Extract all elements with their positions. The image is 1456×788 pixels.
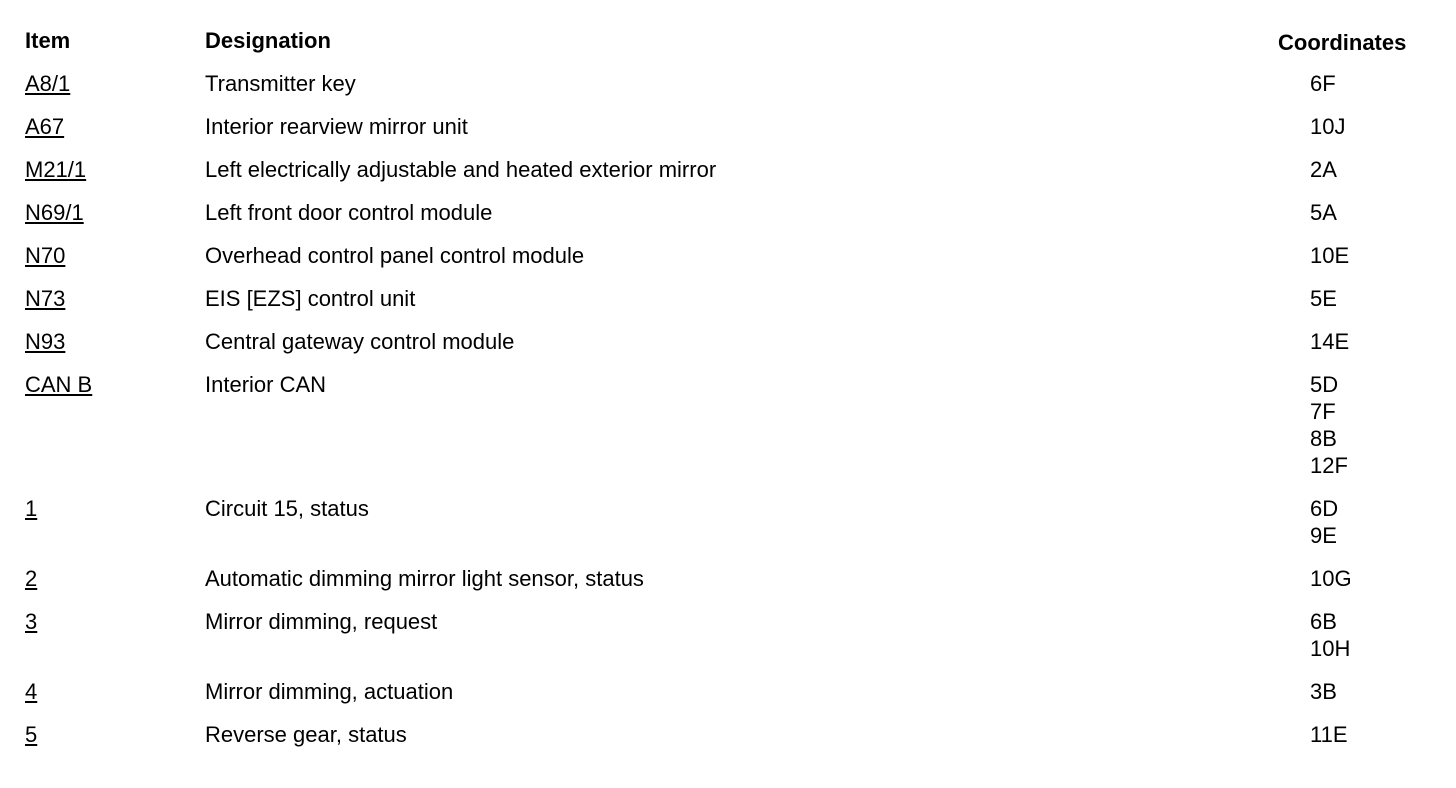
- table-row: [0, 608, 1456, 678]
- item-link[interactable]: 1: [25, 496, 38, 521]
- table-row: [0, 156, 1456, 199]
- coordinates-cell: [1310, 199, 1337, 226]
- table-row: [0, 199, 1456, 242]
- coordinate-value: 10J: [1310, 114, 1346, 139]
- designation-text: Left front door control module: [205, 200, 493, 225]
- item-link[interactable]: N93: [25, 329, 66, 354]
- table-row: [0, 113, 1456, 156]
- coordinates-cell: [1310, 156, 1337, 183]
- coordinates-cell: [1310, 70, 1336, 97]
- designation-text: Transmitter key: [205, 71, 356, 96]
- table-header: [0, 28, 1456, 56]
- item-link[interactable]: M21/1: [25, 157, 87, 182]
- coordinates-cell: [1310, 113, 1345, 140]
- table-row: [0, 678, 1456, 721]
- table-row: [0, 721, 1456, 764]
- coordinate-value: 5A: [1310, 200, 1337, 225]
- coordinate-value: 8B: [1310, 426, 1337, 451]
- designation-text: Central gateway control module: [205, 329, 515, 354]
- coordinates-cell: [1310, 495, 1338, 549]
- coordinate-value: 10H: [1310, 636, 1351, 661]
- coordinate-value: 2A: [1310, 157, 1337, 182]
- table-row: [0, 242, 1456, 285]
- table-row: [0, 328, 1456, 371]
- designation-text: Overhead control panel control module: [205, 243, 585, 268]
- header-coordinates: Coordinates: [1278, 30, 1407, 55]
- designation-text: Reverse gear, status: [205, 722, 407, 747]
- header-designation: Designation: [205, 28, 331, 53]
- coordinates-cell: [1310, 678, 1337, 705]
- coordinates-cell: [1310, 721, 1348, 748]
- coordinate-value: 5E: [1310, 286, 1337, 311]
- header-item: Item: [25, 28, 71, 53]
- coordinates-cell: [1310, 371, 1348, 479]
- coordinates-cell: [1310, 242, 1349, 269]
- table-row: [0, 70, 1456, 113]
- item-link[interactable]: 2: [25, 566, 38, 591]
- designation-text: Automatic dimming mirror light sensor, status: [205, 566, 644, 591]
- designation-text: Interior CAN: [205, 372, 327, 397]
- designation-text: Mirror dimming, actuation: [205, 679, 454, 704]
- coordinate-value: 10G: [1310, 566, 1352, 591]
- table-row: [0, 285, 1456, 328]
- coordinates-cell: [1310, 608, 1350, 662]
- coordinate-value: 3B: [1310, 679, 1337, 704]
- item-link[interactable]: N69/1: [25, 200, 84, 225]
- item-link[interactable]: 4: [25, 679, 38, 704]
- item-link[interactable]: 3: [25, 609, 38, 634]
- designation-text: Left electrically adjustable and heated exterior mirror: [205, 157, 717, 182]
- item-link[interactable]: A67: [25, 114, 65, 139]
- coordinates-cell: [1310, 565, 1352, 592]
- table-row: [0, 371, 1456, 495]
- coordinate-value: 12F: [1310, 453, 1348, 478]
- coordinate-value: 6B: [1310, 609, 1337, 634]
- coordinate-value: 7F: [1310, 399, 1336, 424]
- coordinate-value: 6D: [1310, 496, 1339, 521]
- item-link[interactable]: A8/1: [25, 71, 71, 96]
- coordinate-value: 11E: [1310, 722, 1348, 747]
- coordinate-value: 10E: [1310, 243, 1350, 268]
- table-row: [0, 565, 1456, 608]
- designation-text: Circuit 15, status: [205, 496, 369, 521]
- legend-table: [0, 70, 1456, 764]
- item-link[interactable]: N70: [25, 243, 66, 268]
- coordinate-value: 9E: [1310, 523, 1337, 548]
- coordinates-cell: [1310, 285, 1337, 312]
- item-link[interactable]: 5: [25, 722, 38, 747]
- coordinate-value: 5D: [1310, 372, 1339, 397]
- designation-text: EIS [EZS] control unit: [205, 286, 416, 311]
- item-link[interactable]: CAN B: [25, 372, 93, 397]
- table-row: [0, 495, 1456, 565]
- designation-text: Mirror dimming, request: [205, 609, 438, 634]
- coordinate-value: 6F: [1310, 71, 1336, 96]
- item-link[interactable]: N73: [25, 286, 66, 311]
- coordinates-cell: [1310, 328, 1349, 355]
- designation-text: Interior rearview mirror unit: [205, 114, 468, 139]
- coordinate-value: 14E: [1310, 329, 1350, 354]
